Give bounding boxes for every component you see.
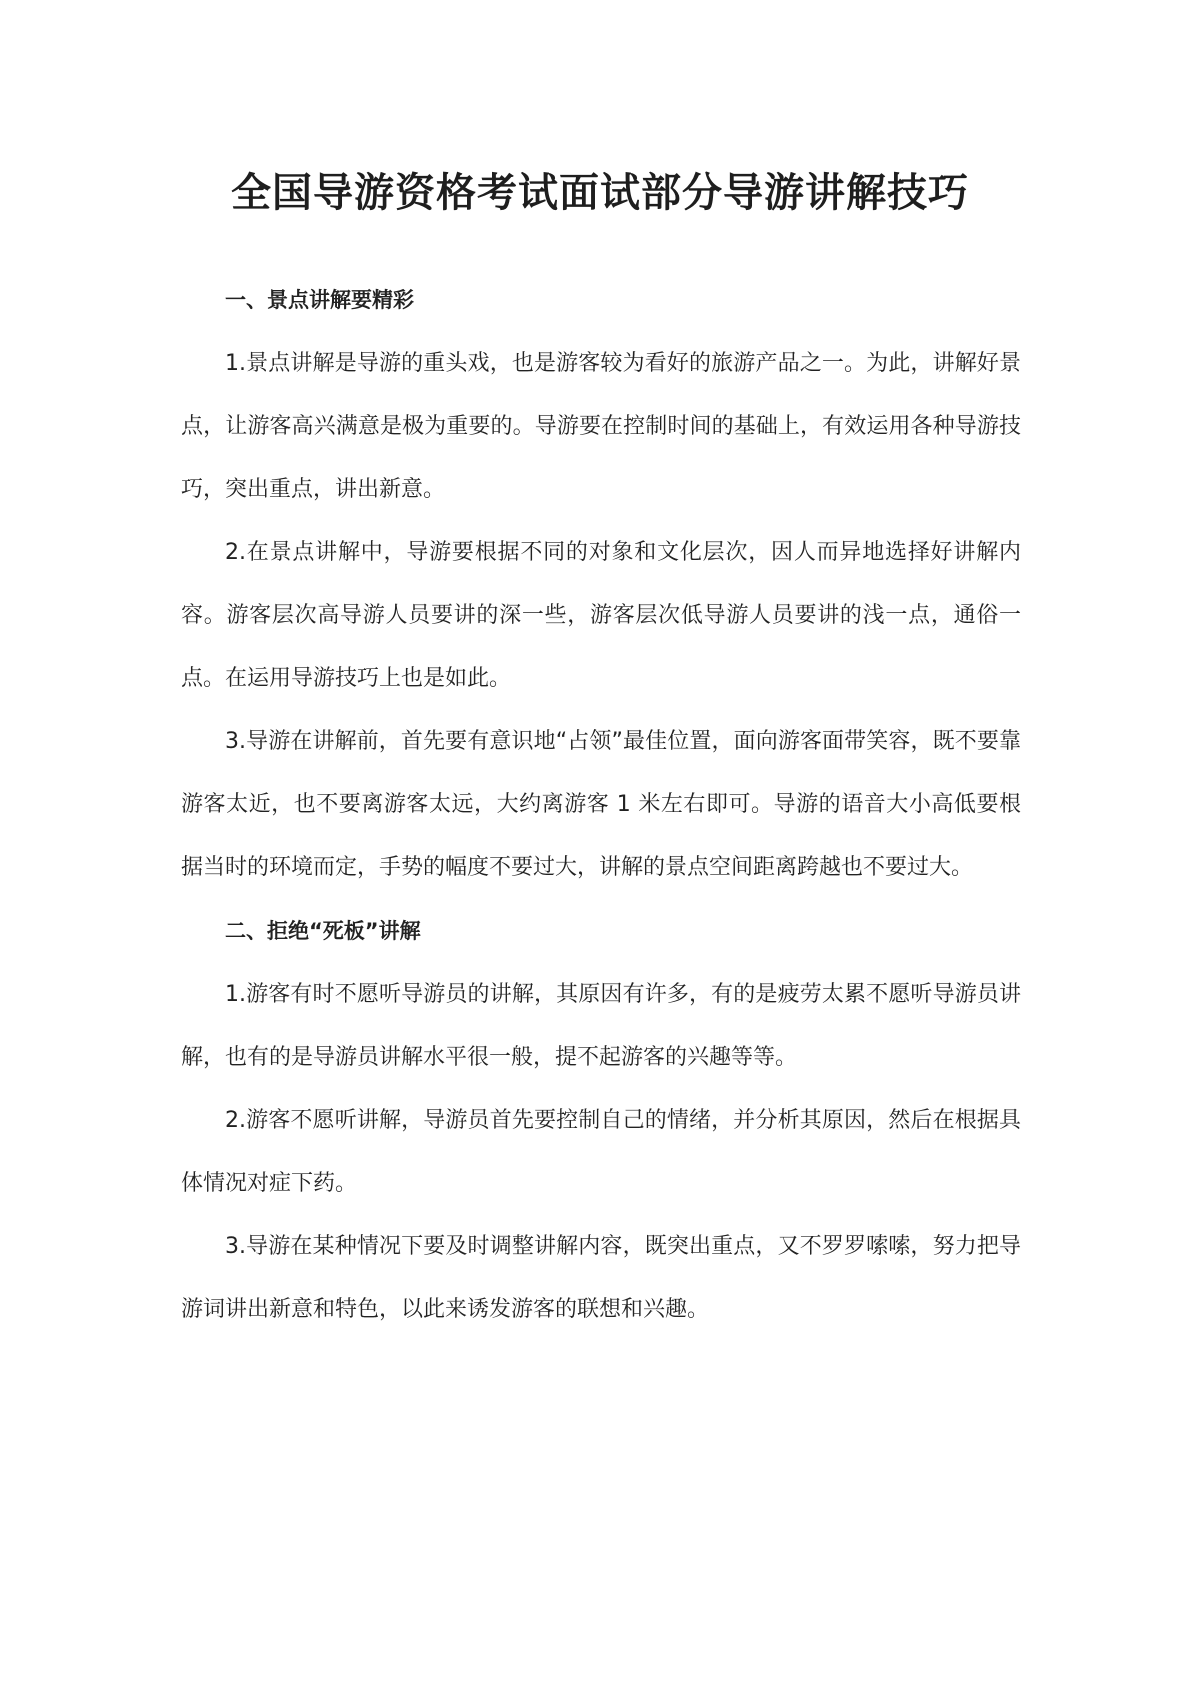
section-avoid-rigid-explanation: [181, 911, 1021, 1341]
paragraph: 2.游客不愿听讲解，导游员首先要控制自己的情绪，并分析其原因，然后在根据具体情况对症下药。: [181, 1108, 1021, 1196]
paragraph: 1.景点讲解是导游的重头戏，也是游客较为看好的旅游产品之一。为此，讲解好景点，让游客高兴满意是极为重要的。导游要在控制时间的基础上，有效运用各种导游技巧，突出重点，讲出新意。: [181, 351, 1021, 502]
paragraph: 3.导游在某种情况下要及时调整讲解内容，既突出重点，又不罗罗嗦嗦，努力把导游词讲出新意和特色，以此来诱发游客的联想和兴趣。: [181, 1234, 1021, 1322]
document-title: 全国导游资格考试面试部分导游讲解技巧: [231, 170, 969, 216]
section-heading: 二、拒绝“死板”讲解: [225, 919, 421, 943]
document-body: [181, 280, 1021, 1341]
section-heading: 一、景点讲解要精彩: [225, 288, 414, 312]
section-scenic-explanation: [181, 280, 1021, 899]
paragraph: 3.导游在讲解前，首先要有意识地“占领”最佳位置，面向游客面带笑容，既不要靠游客太近，也不要离游客太远，大约离游客 1 米左右即可。导游的语音大小高低要根据当时的环境而定，手势的幅度不要过大，讲解的景点空间距离跨越也不要过大。: [181, 729, 1021, 880]
paragraph: 2.在景点讲解中，导游要根据不同的对象和文化层次，因人而异地选择好讲解内容。游客层次高导游人员要讲的深一些，游客层次低导游人员要讲的浅一点，通俗一点。在运用导游技巧上也是如此。: [181, 540, 1021, 691]
paragraph: 1.游客有时不愿听导游员的讲解，其原因有许多，有的是疲劳太累不愿听导游员讲解，也有的是导游员讲解水平很一般，提不起游客的兴趣等等。: [181, 982, 1021, 1070]
